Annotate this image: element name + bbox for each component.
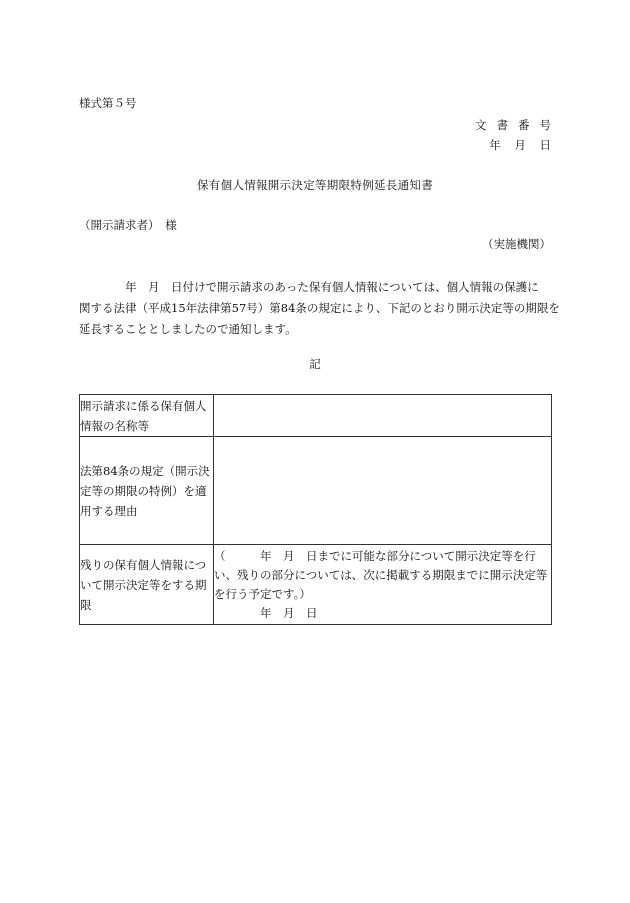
table-row bbox=[80, 395, 552, 437]
value-line: を行う予定です。） bbox=[214, 586, 311, 601]
label-line: 限 bbox=[80, 597, 92, 612]
value-line: （ 年 月 日までに可能な部分について開示決定等を行 bbox=[214, 548, 536, 563]
table-row bbox=[80, 545, 552, 625]
issue-date: 年 月 日 bbox=[489, 138, 551, 152]
row-value-reason[interactable] bbox=[214, 437, 552, 545]
row-label-record-name bbox=[80, 395, 214, 437]
document-title: 保有個人情報開示決定等期限特例延長通知書 bbox=[197, 178, 433, 192]
deadline-date: 年 月 日 bbox=[260, 605, 318, 620]
label-line: いて開示決定等をする期 bbox=[80, 577, 207, 592]
sender-agency: （実施機関） bbox=[482, 237, 551, 251]
row-label-deadline bbox=[80, 545, 214, 625]
document-number-label: 文書番号 bbox=[475, 118, 561, 132]
table-row bbox=[80, 437, 552, 545]
form-number: 様式第５号 bbox=[79, 96, 137, 110]
row-value-deadline[interactable] bbox=[214, 545, 552, 625]
body-line-2: 関する法律（平成15年法律第57号）第84条の規定により、下記のとおり開示決定等の期限を bbox=[79, 301, 560, 315]
value-line: い、残りの部分については、次に掲載する期限までに開示決定等 bbox=[214, 567, 548, 582]
notice-body bbox=[79, 277, 560, 340]
label-line: 用する理由 bbox=[80, 503, 138, 518]
body-line-1: 年 月 日付けで開示請求のあった保有個人情報については、個人情報の保護に bbox=[79, 280, 539, 294]
addressee: （開示請求者） 様 bbox=[79, 218, 177, 232]
details-table bbox=[79, 394, 552, 625]
label-line: 情報の名称等 bbox=[80, 418, 149, 433]
label-line: 法第84条の規定（開示決 bbox=[80, 463, 210, 478]
body-line-3: 延長することとしましたので通知します。 bbox=[79, 322, 297, 336]
label-line: 開示請求に係る保有個人 bbox=[80, 398, 207, 413]
label-line: 残りの保有個人情報につ bbox=[80, 557, 207, 572]
ki-heading: 記 bbox=[309, 357, 321, 371]
label-line: 定等の期限の特例）を適 bbox=[80, 483, 207, 498]
row-label-reason bbox=[80, 437, 214, 545]
row-value-record-name[interactable] bbox=[214, 395, 552, 437]
